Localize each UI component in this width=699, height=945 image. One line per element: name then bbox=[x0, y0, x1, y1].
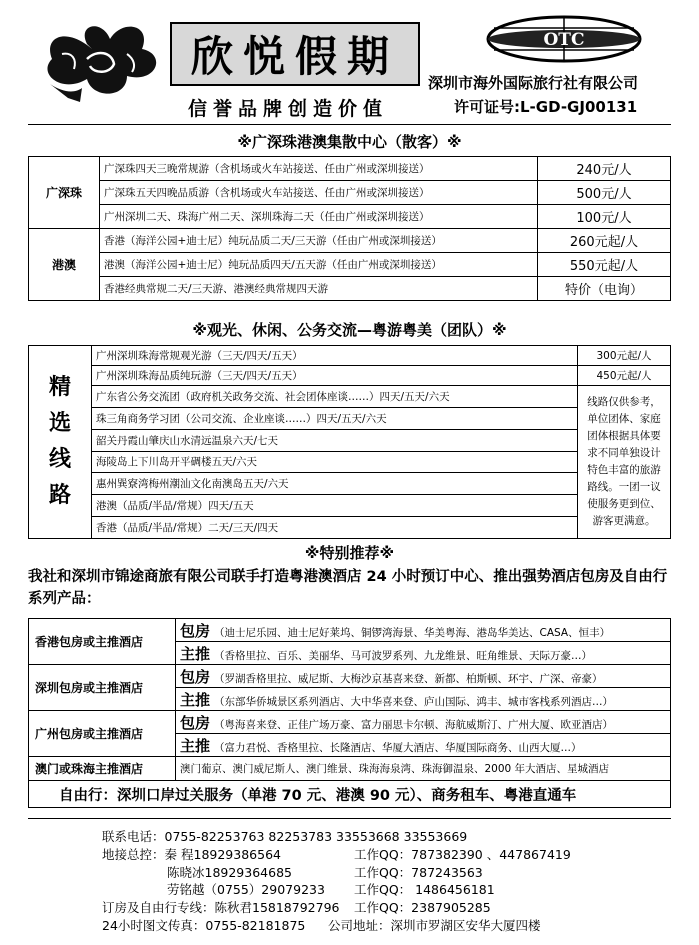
route-cell: 广深珠五天四晚品质游（含机场或火车站接送、任由广州或深圳接送） bbox=[100, 181, 538, 205]
table-row bbox=[29, 229, 671, 253]
price-cell: 特价（电询） bbox=[538, 277, 671, 301]
route-cell: 广东省公务交流团（政府机关政务交流、社会团体座谈……）四天/五天/六天 bbox=[92, 386, 578, 408]
table-row bbox=[29, 366, 671, 386]
supervisor-name: 劳铭越（0755）29079233 bbox=[167, 882, 325, 898]
route-cell: 广州深圳珠海常规观光游（三天/四天/五天） bbox=[92, 346, 578, 366]
route-cell: 港澳（品质/半品/常规）四天/五天 bbox=[92, 495, 578, 517]
table-row bbox=[29, 451, 671, 473]
flower-logo-icon bbox=[32, 14, 172, 104]
route-cell: 香港经典常规二天/三天游、港澳经典常规四天游 bbox=[100, 277, 538, 301]
section2-title: ※观光、休闲、公务交流—粤游粤美（团队）※ bbox=[192, 321, 507, 339]
category-char: 选 bbox=[48, 411, 71, 436]
zhutui-label: 主推 bbox=[180, 736, 211, 755]
table-row bbox=[29, 205, 671, 229]
table-row bbox=[29, 346, 671, 366]
category-cell: 港澳 bbox=[29, 229, 100, 301]
category-char: 线 bbox=[48, 447, 71, 472]
price-cell: 450元起/人 bbox=[578, 366, 671, 386]
route-cell: 惠州巽寮湾梅州潮汕文化南澳岛五天/六天 bbox=[92, 473, 578, 495]
supervisor-qq: 工作QQ：787243563 bbox=[354, 864, 483, 880]
self-tour-services: 自由行：深圳口岸过关服务（单港 70 元、港澳 90 元）、商务租车、粤港直通车 bbox=[29, 781, 671, 808]
route-cell: 广州深圳二天、珠海广州二天、深圳珠海二天（任由广州或深圳接送） bbox=[100, 205, 538, 229]
route-cell: 香港（品质/半品/常规）二天/三天/四天 bbox=[92, 517, 578, 539]
table-row bbox=[29, 781, 671, 808]
route-cell: 韶关丹霞山肇庆山水清远温泉六天/七天 bbox=[92, 429, 578, 451]
table-row bbox=[29, 665, 671, 688]
booking-qq: 工作QQ：2387905285 bbox=[354, 900, 491, 916]
baofang-label: 包房 bbox=[180, 621, 211, 640]
table-row bbox=[29, 495, 671, 517]
route-cell: 珠三角商务学习团（公司交流、企业座谈……）四天/五天/六天 bbox=[92, 407, 578, 429]
fax-line: 24小时图文传真：0755-82181875 bbox=[102, 917, 306, 933]
hotel-category: 香港包房或主推酒店 bbox=[29, 619, 176, 665]
table-row bbox=[29, 711, 671, 734]
route-cell: 广深珠四天三晚常规游（含机场或火车站接送、任由广州或深圳接送） bbox=[100, 157, 538, 181]
table-row bbox=[29, 473, 671, 495]
category-char: 路 bbox=[48, 483, 71, 508]
table-row bbox=[29, 181, 671, 205]
table-row bbox=[29, 407, 671, 429]
hotel-baofang: 包房 （粤海喜来登、正佳广场万豪、富力丽思卡尔顿、海航威斯汀、广州大厦、欧亚酒店） bbox=[176, 711, 671, 734]
route-cell: 海陵岛上下川岛开平碉楼五天/六天 bbox=[92, 451, 578, 473]
section3-title: ※特别推荐※ bbox=[304, 544, 395, 562]
company-address: 公司地址：深圳市罗湖区安华大厦四楼 bbox=[328, 917, 541, 933]
table-row bbox=[29, 757, 671, 781]
table-row bbox=[29, 619, 671, 642]
category-char: 精 bbox=[48, 375, 71, 400]
hotel-category: 深圳包房或主推酒店 bbox=[29, 665, 176, 711]
section1-title: ※广深珠港澳集散中心（散客）※ bbox=[237, 133, 462, 151]
hotel-zhutui: 主推 （东部华侨城景区系列酒店、大中华喜来登、庐山国际、鸿丰、城市客栈系列酒店…） bbox=[176, 688, 671, 711]
booking-line: 订房及自由行专线：陈秋君15818792796 bbox=[102, 900, 340, 916]
hotel-baofang: 包房 （罗湖香格里拉、威尼斯、大梅沙京基喜来登、新都、柏斯顿、环宇、广深、帝豪） bbox=[176, 665, 671, 688]
contact-phone: 联系电话：0755-82253763 82253783 33553668 33553669 bbox=[102, 829, 468, 844]
table-row bbox=[29, 157, 671, 181]
intro-text: 我社和深圳市锦途商旅有限公司联手打造粤港澳酒店 24 小时预订中心、推出强势酒店包房及自由行系列产品： bbox=[28, 569, 668, 607]
route-note: 线路仅供参考，单位团体、家庭团体根据具体要求不同单独设计特色丰富的旅游路线。一团一议使服务更到位、游客更满意。 bbox=[578, 386, 671, 539]
supervisor-label: 地接总控： bbox=[102, 846, 165, 862]
route-cell: 香港（海洋公园+迪士尼）纯玩品质二天/三天游（任由广州或深圳接送） bbox=[100, 229, 538, 253]
contact-block bbox=[102, 828, 571, 935]
baofang-label: 包房 bbox=[180, 667, 211, 686]
hotel-category: 澳门或珠海主推酒店 bbox=[29, 757, 176, 781]
category-cell: 广深珠 bbox=[29, 157, 100, 229]
zhutui-label: 主推 bbox=[180, 690, 211, 709]
supervisor-qq: 工作QQ： 1486456181 bbox=[354, 882, 495, 898]
divider bbox=[28, 818, 671, 819]
otc-globe-logo-icon bbox=[484, 14, 644, 64]
brand-title: 欣悦假期 bbox=[170, 22, 420, 86]
table-row bbox=[29, 277, 671, 301]
hotel-baofang: 包房 （迪士尼乐园、迪士尼好莱坞、铜锣湾海景、华美粤海、港岛华美达、CASA、恒丰） bbox=[176, 619, 671, 642]
scattered-tours-table bbox=[28, 156, 671, 301]
table-row bbox=[29, 386, 671, 408]
hotels-table bbox=[28, 618, 671, 808]
hotel-category: 广州包房或主推酒店 bbox=[29, 711, 176, 757]
zhutui-label: 主推 bbox=[180, 644, 211, 663]
featured-routes-label bbox=[29, 346, 92, 539]
baofang-label: 包房 bbox=[180, 713, 211, 732]
price-cell: 240元/人 bbox=[538, 157, 671, 181]
route-cell: 广州深圳珠海品质纯玩游（三天/四天/五天） bbox=[92, 366, 578, 386]
divider bbox=[28, 124, 671, 125]
slogan: 信誉品牌创造价值 bbox=[188, 98, 389, 120]
license-number: 许可证号:L-GD-GJ00131 bbox=[454, 98, 638, 116]
company-name: 深圳市海外国际旅行社有限公司 bbox=[428, 74, 639, 92]
price-cell: 260元起/人 bbox=[538, 229, 671, 253]
hotel-list: 澳门葡京、澳门威尼斯人、澳门维景、珠海海泉湾、珠海御温泉、2000 年大酒店、星城酒店 bbox=[176, 757, 671, 781]
otc-logo-text: OTC bbox=[543, 30, 585, 50]
group-tours-table bbox=[28, 345, 671, 539]
price-cell: 300元起/人 bbox=[578, 346, 671, 366]
supervisor-name: 陈晓冰18929364685 bbox=[167, 864, 292, 880]
price-cell: 550元起/人 bbox=[538, 253, 671, 277]
price-cell: 500元/人 bbox=[538, 181, 671, 205]
hotel-zhutui: 主推 （富力君悦、香格里拉、长隆酒店、华厦大酒店、华厦国际商务、山西大厦…） bbox=[176, 734, 671, 757]
supervisor-qq: 工作QQ：787382390 、447867419 bbox=[354, 846, 571, 862]
table-row bbox=[29, 253, 671, 277]
table-row bbox=[29, 429, 671, 451]
table-row bbox=[29, 517, 671, 539]
route-cell: 港澳（海洋公园+迪士尼）纯玩品质四天/五天游（任由广州或深圳接送） bbox=[100, 253, 538, 277]
hotel-zhutui: 主推 （香格里拉、百乐、美丽华、马可波罗系列、九龙维景、旺角维景、天际万豪…） bbox=[176, 642, 671, 665]
supervisor-name: 秦 程18929386564 bbox=[164, 846, 281, 862]
price-cell: 100元/人 bbox=[538, 205, 671, 229]
